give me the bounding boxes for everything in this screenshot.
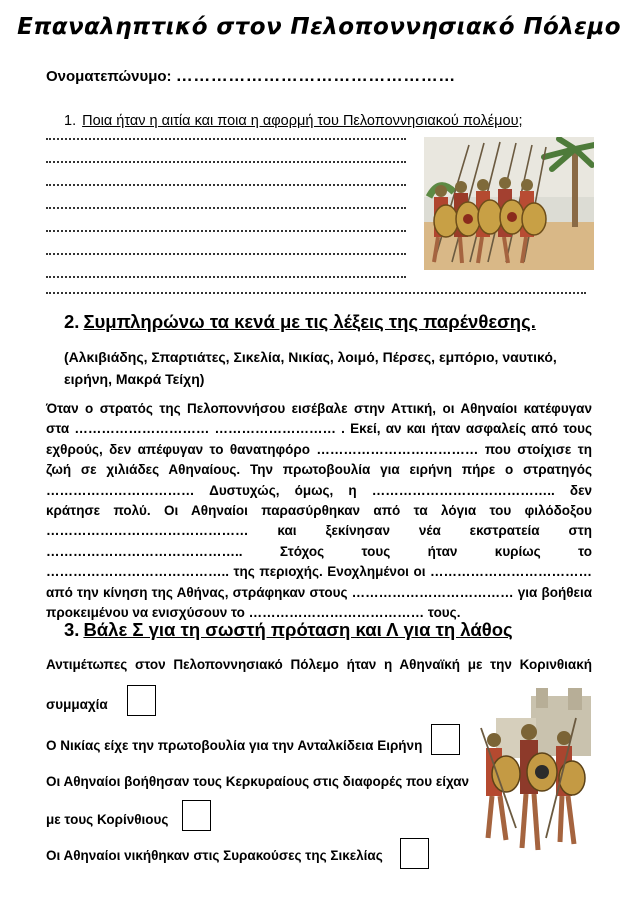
answer-box-2[interactable] [431,724,460,755]
statement-2: Ο Νικίας είχε την πρωτοβουλία για την Ανταλκίδεια Ειρήνη [46,738,423,753]
name-field[interactable] [46,66,456,86]
name-label: Ονοματεπώνυμο: [46,68,172,85]
worksheet-title: Επαναληπτικό στον Πελοποννησιακό Πόλεμο [17,14,621,40]
greek-warriors-battle-illustration [476,688,594,858]
hoplite-phalanx-illustration [424,137,594,270]
question-3-number: 3. [64,619,80,640]
answer-line[interactable] [46,197,406,209]
statement-3-line-2: με τους Κορίνθιους [46,812,169,827]
question-2-heading [64,311,536,333]
question-2-number: 2. [64,311,80,332]
question-3-heading [64,619,513,641]
question-1-text: Ποια ήταν η αιτία και ποια η αφορμή του Πελοποννησιακού πολέμου; [82,113,523,129]
question-3-text: Βάλε Σ για τη σωστή πρόταση και Λ για τη λάθος [83,619,513,640]
word-bank: (Αλκιβιάδης, Σπαρτιάτες, Σικελία, Νικίας, λοιμό, Πέρσες, εμπόριο, ναυτικό, ειρήνη, Μακρά Τείχη) [64,349,557,387]
answer-box-3[interactable] [182,800,211,831]
answer-line[interactable] [46,151,406,163]
statement-3-line-1: Οι Αθηναίοι βοήθησαν τους Κερκυραίους στις διαφορές που είχαν [46,774,470,789]
fill-in-paragraph[interactable]: Όταν ο στρατός της Πελοποννήσου εισέβαλε στην Αττική, οι Αθηναίοι κατέφυγαν στα ………………………… ……………………… . Εκεί, αν και ήταν ασφαλείς από τους εχθρούς, δεν απέφυγαν το θανατηφόρο ……………………………… που στοίχισε τη ζωή σε χιλιάδες Αθηναίους. Την πρωτοβουλία για ειρήνη πήρε ο στρατηγός …………………………… Δυστυχώς, όμως, η ………………………………….. δεν κράτησε πολύ. Οι Αθηναίοι παρασύρθηκαν από τα λόγια του φιλόδοξου ……………………………………… και ξεκίνησαν νέα εκστρατεία στη …………………………………….. Στόχος τους ήταν κυρίως το ………………………………….. της περιοχής. Ενοχλημένοι οι ……………………………… από την κίνηση της Αθήνας, στράφηκαν στους ……………………………… για βοήθεια προκειμένου να ενισχύσουν το ………………………………… τους. [46,401,592,621]
statement-1-line-1: Αντιμέτωπες στον Πελοποννησιακό Πόλεμο ήταν η Αθηναϊκή με την Κορινθιακή [46,657,592,672]
question-2-text: Συμπληρώνω τα κενά με τις λέξεις της παρένθεσης. [83,311,536,332]
answer-line[interactable] [46,266,406,278]
answer-line[interactable] [46,282,586,294]
answer-line[interactable] [46,128,406,140]
answer-box-1[interactable] [127,685,156,716]
question-1 [64,113,523,129]
answer-line[interactable] [46,220,406,232]
answer-line[interactable] [46,174,406,186]
answer-box-4[interactable] [400,838,429,869]
question-1-number: 1. [64,113,77,129]
statement-4: Οι Αθηναίοι νικήθηκαν στις Συρακούσες της Σικελίας [46,848,383,863]
statement-1-line-2: συμμαχία [46,697,108,712]
name-blank[interactable]: ………………………………………… [175,66,456,85]
answer-line[interactable] [46,243,406,255]
